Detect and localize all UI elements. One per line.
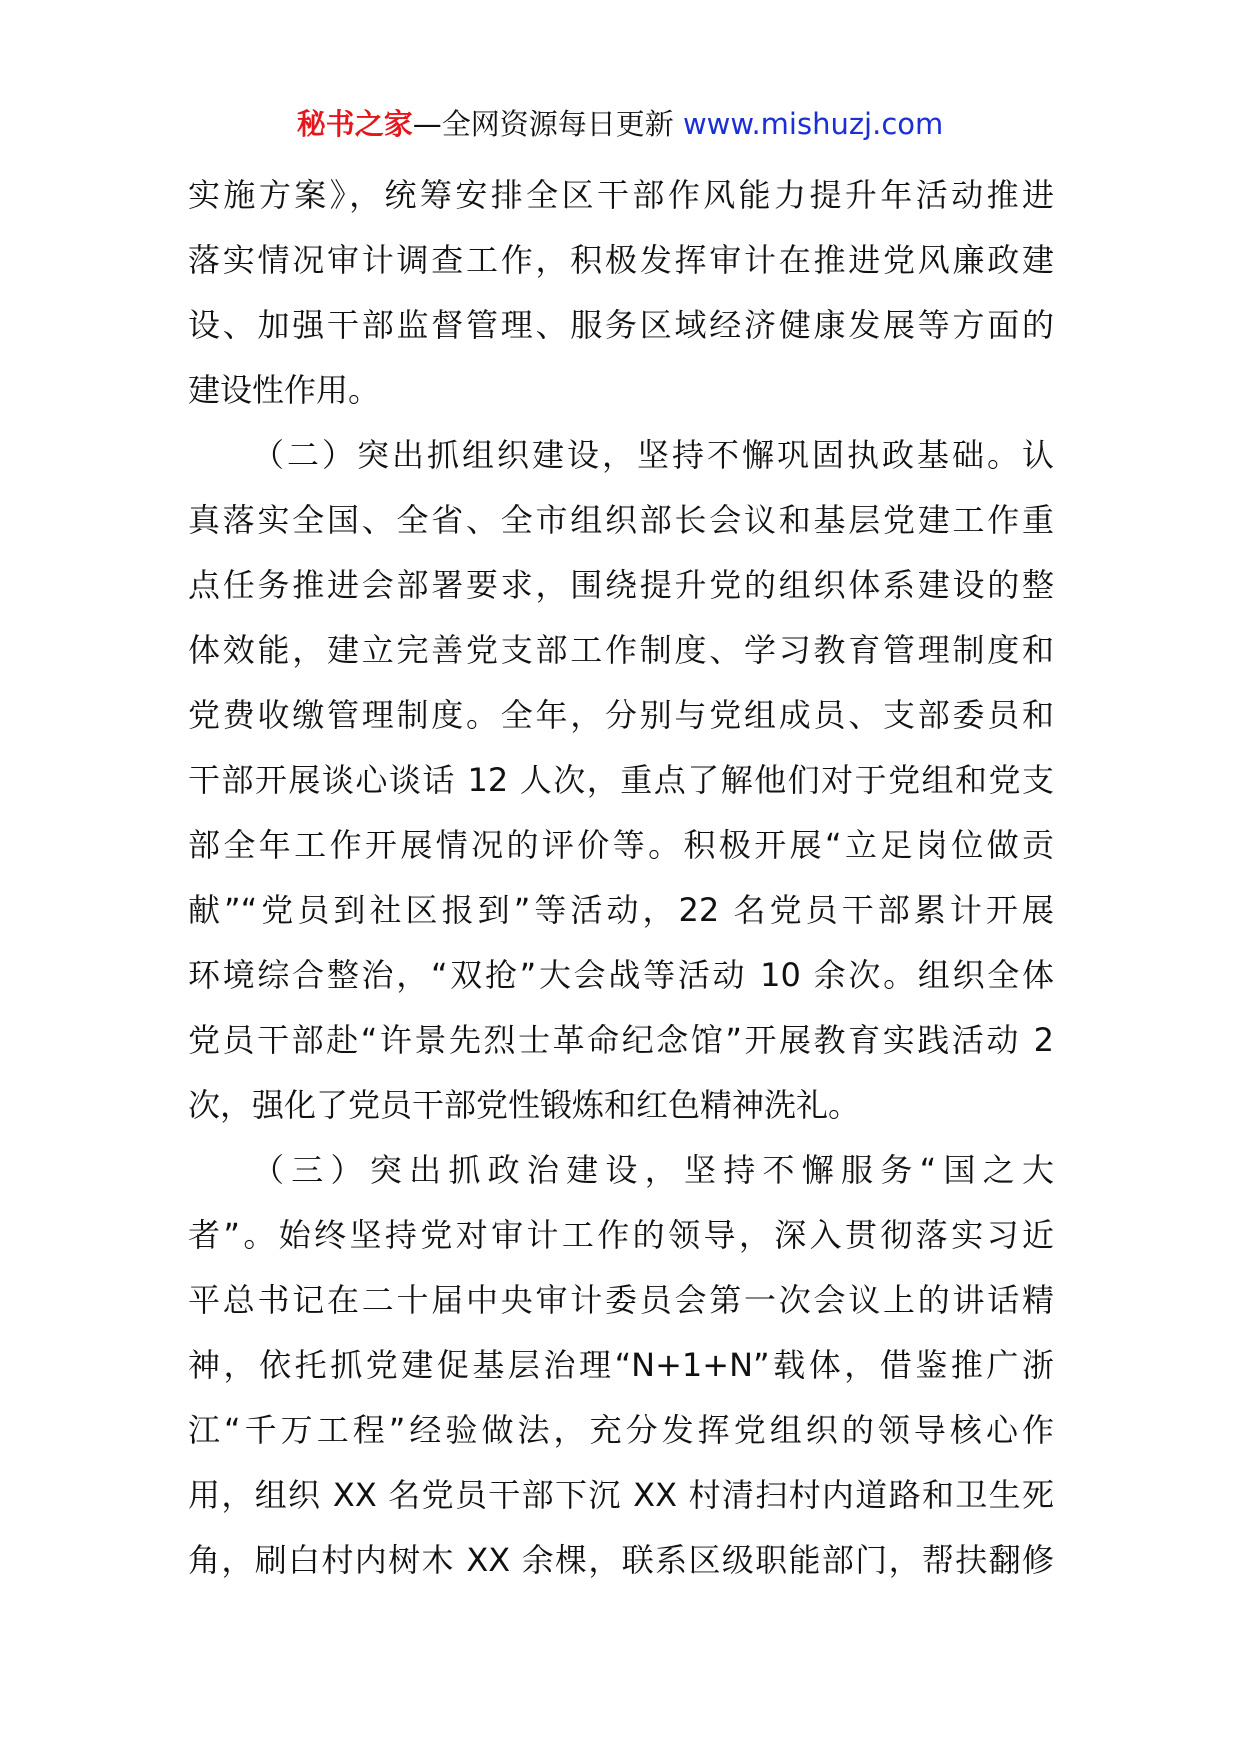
- text-line: 用，组织 XX 名党员干部下沉 XX 村清扫村内道路和卫生死: [188, 1476, 1054, 1514]
- text-line: 真落实全国、全省、全市组织部长会议和基层党建工作重: [188, 501, 1054, 539]
- text-line: 献”“党员到社区报到”等活动，22 名党员干部累计开展: [188, 891, 1054, 929]
- text-line: 党员干部赴“许景先烈士革命纪念馆”开展教育实践活动 2: [188, 1021, 1054, 1059]
- text-line: 者”。始终坚持党对审计工作的领导，深入贯彻落实习近: [188, 1216, 1054, 1254]
- text-line: 神，依托抓党建促基层治理“N+1+N”载体，借鉴推广浙: [188, 1346, 1054, 1384]
- text-line: 实施方案》，统筹安排全区干部作风能力提升年活动推进: [188, 176, 1054, 214]
- text-line: 部全年工作开展情况的评价等。积极开展“立足岗位做贡: [188, 826, 1054, 864]
- text-line: 点任务推进会部署要求，围绕提升党的组织体系建设的整: [188, 566, 1054, 604]
- text-line: 干部开展谈心谈话 12 人次，重点了解他们对于党组和党支: [188, 761, 1054, 799]
- section-heading-line: （二）突出抓组织建设，坚持不懈巩固执政基础。认: [252, 436, 1054, 474]
- text-line: 建设性作用。: [188, 371, 381, 409]
- text-line: 平总书记在二十届中央审计委员会第一次会议上的讲话精: [188, 1281, 1054, 1319]
- section-heading-line: （三）突出抓政治建设，坚持不懈服务“国之大: [252, 1151, 1054, 1189]
- text-line: 角，刷白村内树木 XX 余棵，联系区级职能部门，帮扶翻修: [188, 1541, 1054, 1579]
- text-line: 设、加强干部监督管理、服务区域经济健康发展等方面的: [188, 306, 1054, 344]
- site-tagline: —全网资源每日更新: [412, 107, 674, 141]
- text-line: 党费收缴管理制度。全年，分别与党组成员、支部委员和: [188, 696, 1054, 734]
- site-url-link[interactable]: www.mishuzj.com: [682, 107, 944, 141]
- text-line: 环境综合整治，“双抢”大会战等活动 10 余次。组织全体: [188, 956, 1054, 994]
- site-brand: 秘书之家: [296, 107, 413, 141]
- text-line: 次，强化了党员干部党性锻炼和红色精神洗礼。: [188, 1086, 861, 1124]
- text-line: 落实情况审计调查工作，积极发挥审计在推进党风廉政建: [188, 241, 1054, 279]
- site-header: [0, 100, 1240, 148]
- text-line: 体效能，建立完善党支部工作制度、学习教育管理制度和: [188, 631, 1054, 669]
- text-line: 江“千万工程”经验做法，充分发挥党组织的领导核心作: [188, 1411, 1054, 1449]
- document-body: [188, 163, 1054, 1593]
